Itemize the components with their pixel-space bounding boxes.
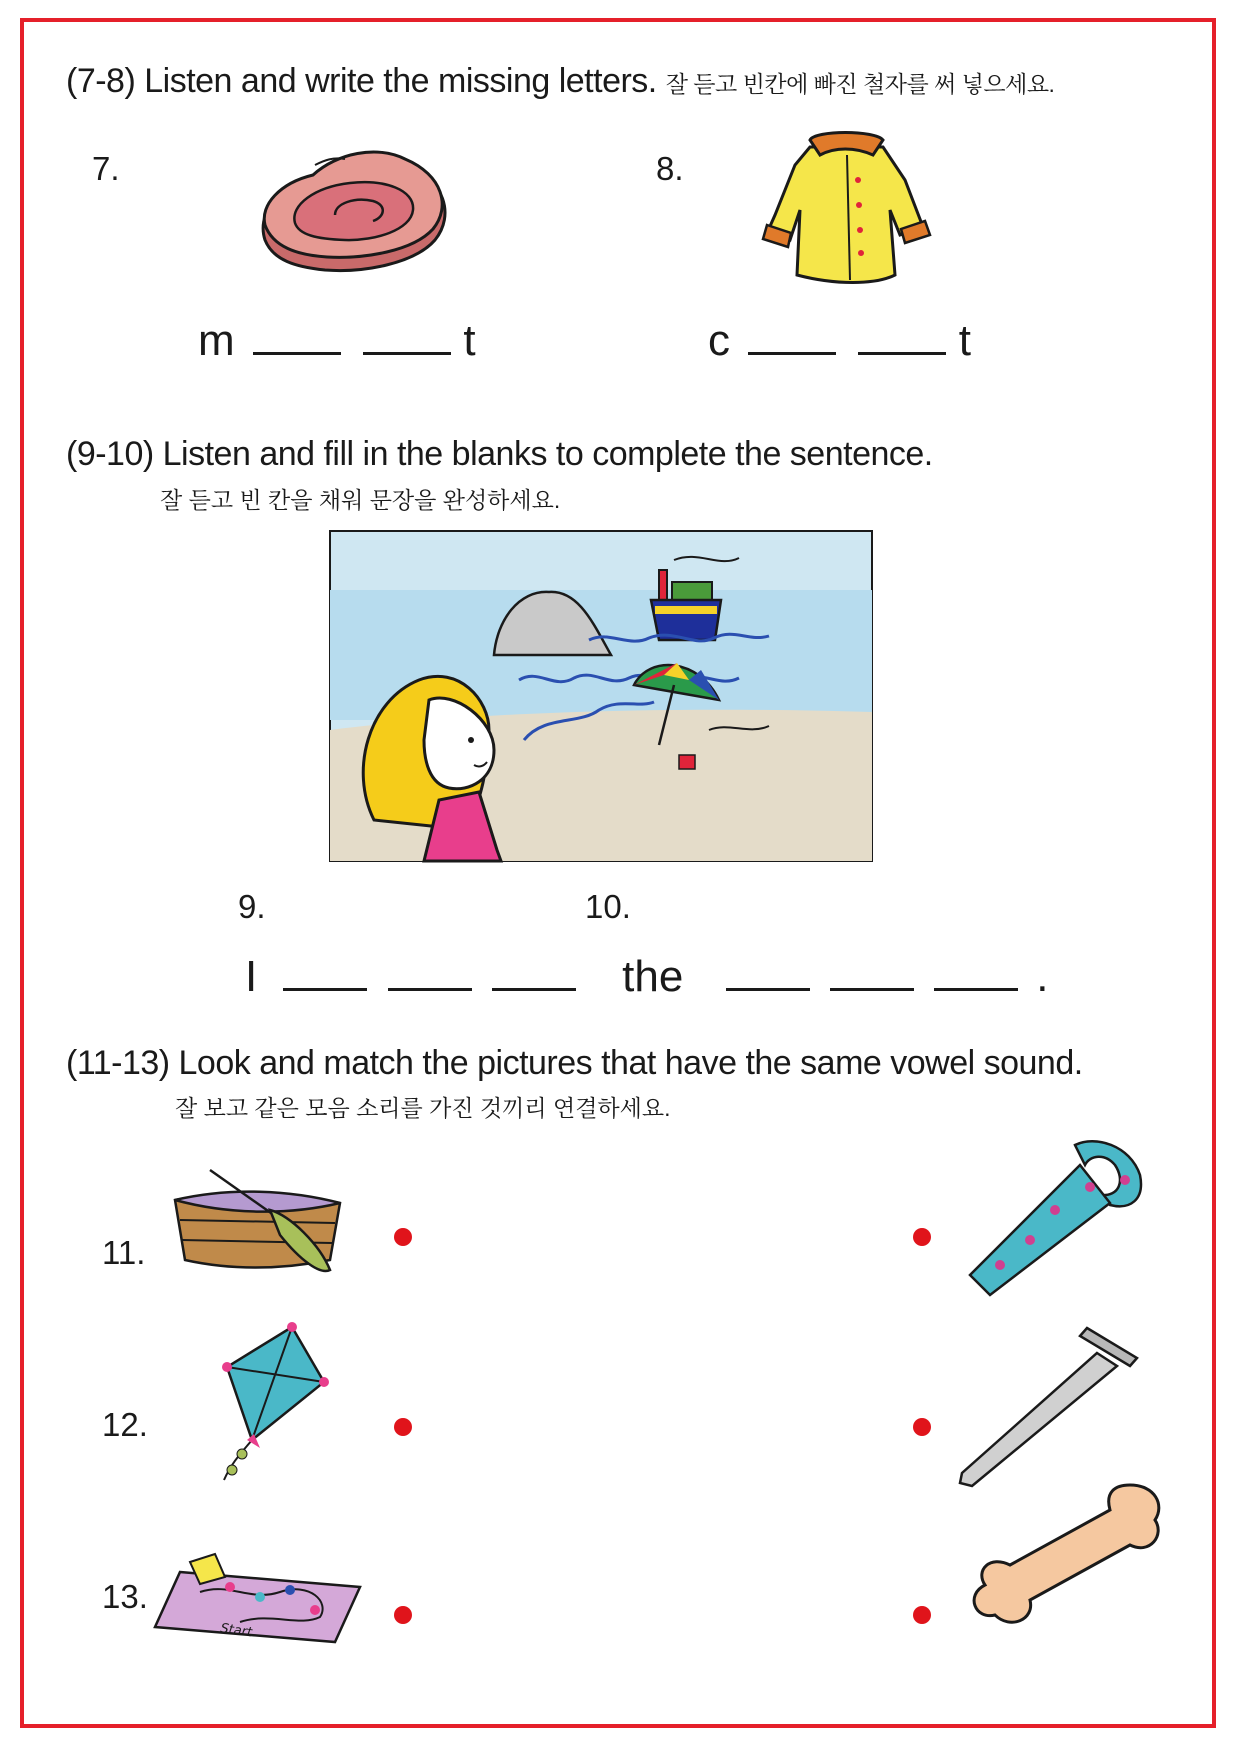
instruction-korean: 잘 듣고 빈칸에 빠진 철자를 써 넣으세요. [665,71,1055,97]
item-10-number: 10. [585,888,631,925]
item-8-blank-1[interactable] [748,346,836,355]
item-9-number: 9. [238,888,266,925]
item-7-blank-2[interactable] [363,346,451,355]
meat-picture [255,145,455,280]
sentence-middle-word: the [622,952,684,1001]
item-7-last-letter: t [463,316,476,365]
item-7-number: 7. [92,150,120,187]
coat-picture [755,125,935,290]
item-8-blank-2[interactable] [858,346,946,355]
boat-picture [170,1165,345,1285]
board-game-picture [150,1532,370,1652]
sentence-9-10 [245,952,1049,1002]
section-7-8-instruction [66,62,1054,101]
match-dot-right-nail[interactable] [913,1418,931,1436]
match-dot-left-11[interactable] [394,1228,412,1246]
item-9-blank-1[interactable] [283,982,367,991]
item-10-blank-2[interactable] [830,982,914,991]
section-11-13-instruction-korean: 잘 보고 같은 모음 소리를 가진 것끼리 연결하세요. [175,1095,671,1121]
board-game-start-label: Start [219,1621,253,1641]
item-13-number: 13. [102,1578,148,1615]
item-7-answer [198,316,476,366]
sentence-start-word: I [245,952,258,1001]
section-9-10-instruction-korean: 잘 듣고 빈 칸을 채워 문장을 완성하세요. [160,487,561,513]
item-8-answer [708,316,971,366]
item-10-blank-3[interactable] [934,982,1018,991]
bone-picture [970,1480,1170,1630]
item-7-first-letter: m [198,316,235,365]
sentence-end-period: . [1036,952,1049,1001]
item-11-number: 11. [102,1234,146,1271]
item-8-number: 8. [656,150,684,187]
kite-picture [212,1322,332,1487]
item-7-blank-1[interactable] [253,346,341,355]
match-dot-right-tie[interactable] [913,1228,931,1246]
instruction-english: (7-8) Listen and write the missing letters. [66,62,657,100]
nail-picture [952,1318,1142,1493]
item-12-number: 12. [102,1406,148,1443]
match-dot-left-13[interactable] [394,1606,412,1624]
item-9-blank-3[interactable] [492,982,576,991]
section-11-13-instruction: (11-13) Look and match the pictures that have the same vowel sound. [66,1044,1083,1082]
beach-scene-picture [329,530,873,862]
item-9-blank-2[interactable] [388,982,472,991]
section-9-10-instruction: (9-10) Listen and fill in the blanks to complete the sentence. [66,435,933,473]
item-8-last-letter: t [958,316,971,365]
tie-picture [960,1135,1150,1305]
match-dot-right-bone[interactable] [913,1606,931,1624]
item-10-blank-1[interactable] [726,982,810,991]
match-dot-left-12[interactable] [394,1418,412,1436]
item-8-first-letter: c [708,316,730,365]
